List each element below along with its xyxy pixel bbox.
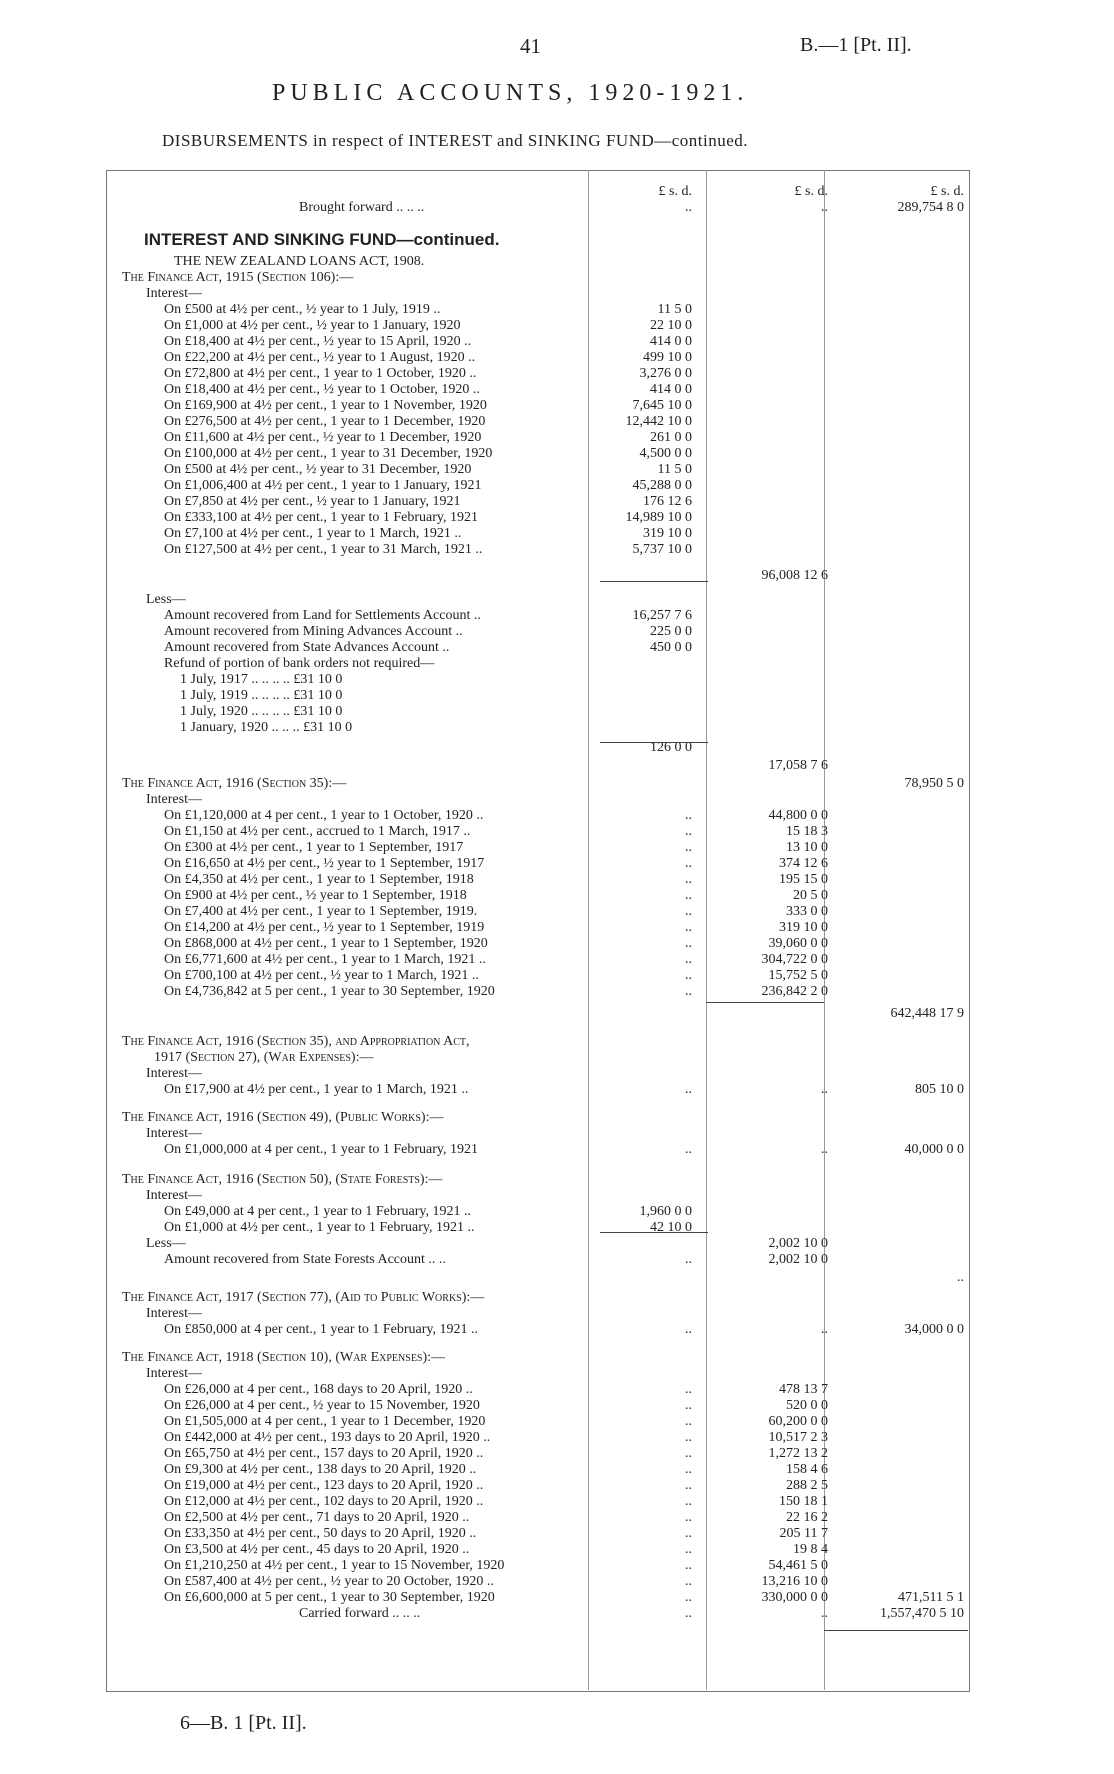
row-description: On £850,000 at 4 per cent., 1 year to 1 February, 1921 .. xyxy=(164,1322,479,1337)
amount-col-a: .. xyxy=(685,1558,692,1573)
ledger-row xyxy=(106,808,968,824)
document-reference: B.—1 [Pt. II]. xyxy=(800,34,912,56)
amount-col-a: .. xyxy=(685,1478,692,1493)
ledger-row xyxy=(106,1172,968,1188)
ledger-row xyxy=(106,414,968,430)
ledger-row xyxy=(106,1270,968,1286)
ledger-row xyxy=(106,872,968,888)
ledger-row xyxy=(106,478,968,494)
amount-col-b: 60,200 0 0 xyxy=(768,1414,828,1429)
amount-col-c: 642,448 17 9 xyxy=(890,1006,964,1021)
row-description: Brought forward .. .. .. xyxy=(299,200,425,215)
ledger-row xyxy=(106,1558,968,1574)
ledger-row xyxy=(106,1446,968,1462)
amount-col-a: .. xyxy=(685,1590,692,1605)
amount-col-a: 11 5 0 xyxy=(657,462,692,477)
row-description: On £1,210,250 at 4½ per cent., 1 year to 15 November, 1920 xyxy=(164,1558,505,1573)
ledger-row xyxy=(106,1462,968,1478)
row-description: On £19,000 at 4½ per cent., 123 days to 20 April, 1920 .. xyxy=(164,1478,484,1493)
amount-col-a: .. xyxy=(685,1082,692,1097)
amount-col-a: 14,989 10 0 xyxy=(625,510,692,525)
row-description: The Finance Act, 1918 (Section 10), (War Expenses):— xyxy=(122,1350,446,1365)
amount-col-a: 176 12 6 xyxy=(643,494,692,509)
amount-col-a: .. xyxy=(685,824,692,839)
ledger-row xyxy=(106,704,968,720)
amount-col-b: 195 15 0 xyxy=(779,872,828,887)
row-description: On £700,100 at 4½ per cent., ½ year to 1 March, 1921 .. xyxy=(164,968,479,983)
row-description: On £127,500 at 4½ per cent., 1 year to 31 March, 1921 .. xyxy=(164,542,483,557)
ledger-row xyxy=(106,1574,968,1590)
row-description: On £33,350 at 4½ per cent., 50 days to 20 April, 1920 .. xyxy=(164,1526,477,1541)
amount-col-b: 44,800 0 0 xyxy=(768,808,828,823)
row-description: Amount recovered from Land for Settlements Account .. xyxy=(164,608,481,623)
amount-col-a: .. xyxy=(685,920,692,935)
amount-col-a: .. xyxy=(685,904,692,919)
row-description: On £6,600,000 at 5 per cent., 1 year to 30 September, 1920 xyxy=(164,1590,495,1605)
ledger-row xyxy=(106,510,968,526)
row-description: Interest— xyxy=(146,1126,202,1141)
ledger-row xyxy=(106,398,968,414)
amount-col-a: 126 0 0 xyxy=(650,740,692,755)
ledger-row xyxy=(106,840,968,856)
ledger-row xyxy=(106,1382,968,1398)
amount-col-a: .. xyxy=(685,1382,692,1397)
row-description: On £1,000 at 4½ per cent., 1 year to 1 February, 1921 .. xyxy=(164,1220,475,1235)
amount-col-b: 17,058 7 6 xyxy=(768,758,828,773)
ledger-row xyxy=(106,920,968,936)
ledger-row xyxy=(106,270,968,286)
row-description: On £9,300 at 4½ per cent., 138 days to 20 April, 1920 .. xyxy=(164,1462,477,1477)
amount-col-b: 288 2 5 xyxy=(786,1478,828,1493)
row-description: Interest— xyxy=(146,1066,202,1081)
ledger-row xyxy=(106,904,968,920)
row-description: On £26,000 at 4 per cent., ½ year to 15 November, 1920 xyxy=(164,1398,480,1413)
row-description: 1 July, 1917 .. .. .. .. £31 10 0 xyxy=(180,672,343,687)
ledger-row xyxy=(106,592,968,608)
ledger-row xyxy=(106,494,968,510)
ledger-row xyxy=(106,382,968,398)
amount-col-a: .. xyxy=(685,1574,692,1589)
ledger-row xyxy=(106,542,968,558)
amount-col-a: 414 0 0 xyxy=(650,382,692,397)
row-description: The Finance Act, 1916 (Section 50), (State Forests):— xyxy=(122,1172,443,1187)
amount-col-a: .. xyxy=(685,968,692,983)
ledger-row xyxy=(106,936,968,952)
page-title: PUBLIC ACCOUNTS, 1920-1921. xyxy=(272,80,749,106)
amount-col-b: .. xyxy=(821,1606,828,1621)
ledger-row xyxy=(106,656,968,672)
amount-col-a: .. xyxy=(685,1446,692,1461)
row-description: On £14,200 at 4½ per cent., ½ year to 1 September, 1919 xyxy=(164,920,485,935)
amount-col-a: 7,645 10 0 xyxy=(632,398,692,413)
ledger-row xyxy=(106,1430,968,1446)
ledger-row xyxy=(106,1366,968,1382)
amount-col-c: .. xyxy=(957,1270,964,1285)
amount-col-a: .. xyxy=(685,1494,692,1509)
ledger-row xyxy=(106,640,968,656)
row-description: On £868,000 at 4½ per cent., 1 year to 1 September, 1920 xyxy=(164,936,488,951)
amount-col-b: 520 0 0 xyxy=(786,1398,828,1413)
amount-col-a: 1,960 0 0 xyxy=(639,1204,692,1219)
amount-col-a: .. xyxy=(685,1526,692,1541)
row-description: On £16,650 at 4½ per cent., ½ year to 1 September, 1917 xyxy=(164,856,485,871)
amount-col-a: 42 10 0 xyxy=(650,1220,692,1235)
ledger-row xyxy=(106,888,968,904)
ledger-row xyxy=(106,1082,968,1098)
amount-col-a: 45,288 0 0 xyxy=(632,478,692,493)
amount-col-c: 289,754 8 0 xyxy=(897,200,964,215)
row-description: On £587,400 at 4½ per cent., ½ year to 20 October, 1920 .. xyxy=(164,1574,494,1589)
amount-col-a: 261 0 0 xyxy=(650,430,692,445)
ledger-row xyxy=(106,984,968,1000)
ledger-row xyxy=(106,568,968,584)
row-description: Carried forward .. .. .. xyxy=(299,1606,421,1621)
ledger-row xyxy=(106,776,968,792)
amount-col-b: .. xyxy=(821,1082,828,1097)
row-description: On £26,000 at 4 per cent., 168 days to 20 April, 1920 .. xyxy=(164,1382,473,1397)
ledger-row xyxy=(106,1350,968,1366)
ledger-row xyxy=(106,1220,968,1236)
amount-col-a: 11 5 0 xyxy=(657,302,692,317)
amount-col-b: 10,517 2 3 xyxy=(768,1430,828,1445)
ledger-row xyxy=(106,1236,968,1252)
amount-col-a: .. xyxy=(685,1252,692,1267)
ledger-row xyxy=(106,1414,968,1430)
amount-col-b: 96,008 12 6 xyxy=(761,568,828,583)
amount-col-b: 54,461 5 0 xyxy=(768,1558,828,1573)
amount-col-b: .. xyxy=(821,1142,828,1157)
ledger-row xyxy=(106,672,968,688)
row-description: On £500 at 4½ per cent., ½ year to 1 July, 1919 .. xyxy=(164,302,441,317)
ledger-row xyxy=(106,1290,968,1306)
row-description: On £300 at 4½ per cent., 1 year to 1 September, 1917 xyxy=(164,840,464,855)
ledger-row xyxy=(106,1322,968,1338)
ledger-row xyxy=(106,318,968,334)
ledger-row xyxy=(106,1398,968,1414)
ledger-row xyxy=(106,1510,968,1526)
ledger-row xyxy=(106,1306,968,1322)
row-description: 1 January, 1920 .. .. .. £31 10 0 xyxy=(180,720,353,735)
row-description: On £1,120,000 at 4 per cent., 1 year to 1 October, 1920 .. xyxy=(164,808,484,823)
row-description: On £72,800 at 4½ per cent., 1 year to 1 October, 1920 .. xyxy=(164,366,477,381)
amount-col-a: .. xyxy=(685,1462,692,1477)
row-description: The Finance Act, 1916 (Section 49), (Public Works):— xyxy=(122,1110,444,1125)
row-description: On £1,505,000 at 4 per cent., 1 year to 1 December, 1920 xyxy=(164,1414,486,1429)
amount-col-b: 236,842 2 0 xyxy=(761,984,828,999)
amount-col-b: 2,002 10 0 xyxy=(768,1252,828,1267)
row-description: Less— xyxy=(146,592,186,607)
row-description: On £276,500 at 4½ per cent., 1 year to 1 December, 1920 xyxy=(164,414,486,429)
sum-rule xyxy=(600,581,708,582)
ledger-row xyxy=(106,366,968,382)
ledger-row xyxy=(106,1606,968,1622)
amount-col-b: .. xyxy=(821,200,828,215)
amount-col-b: 15,752 5 0 xyxy=(768,968,828,983)
row-description: On £65,750 at 4½ per cent., 157 days to 20 April, 1920 .. xyxy=(164,1446,484,1461)
amount-col-a: .. xyxy=(685,1510,692,1525)
ledger-row xyxy=(106,824,968,840)
amount-col-c: 34,000 0 0 xyxy=(904,1322,964,1337)
amount-col-b: 158 4 6 xyxy=(786,1462,828,1477)
ledger-row xyxy=(106,1590,968,1606)
amount-col-b: 374 12 6 xyxy=(779,856,828,871)
row-description: Amount recovered from Mining Advances Account .. xyxy=(164,624,463,639)
sum-rule xyxy=(706,1002,824,1003)
ledger-row xyxy=(106,624,968,640)
amount-col-a: 225 0 0 xyxy=(650,624,692,639)
amount-col-b: 15 18 3 xyxy=(786,824,828,839)
row-description: On £3,500 at 4½ per cent., 45 days to 20 April, 1920 .. xyxy=(164,1542,470,1557)
row-description: 1917 (Section 27), (War Expenses):— xyxy=(154,1050,374,1065)
sum-rule xyxy=(824,1630,968,1631)
ledger-row xyxy=(106,792,968,808)
ledger-row xyxy=(106,350,968,366)
ledger-row xyxy=(106,1110,968,1126)
ledger-row xyxy=(106,254,968,270)
row-description: The Finance Act, 1917 (Section 77), (Aid to Public Works):— xyxy=(122,1290,485,1305)
ledger-row xyxy=(106,1494,968,1510)
sum-rule xyxy=(600,742,708,743)
ledger-row xyxy=(106,446,968,462)
ledger-row xyxy=(106,856,968,872)
amount-col-a: .. xyxy=(685,200,692,215)
ledger-row xyxy=(106,200,968,216)
amount-col-b: 39,060 0 0 xyxy=(768,936,828,951)
ledger-row xyxy=(106,1204,968,1220)
ledger-row xyxy=(106,1050,968,1066)
row-description: On £22,200 at 4½ per cent., ½ year to 1 August, 1920 .. xyxy=(164,350,476,365)
amount-col-b: 478 13 7 xyxy=(779,1382,828,1397)
row-description: 1 July, 1920 .. .. .. .. £31 10 0 xyxy=(180,704,343,719)
amount-col-a: .. xyxy=(685,1430,692,1445)
ledger-row xyxy=(106,720,968,736)
row-description: On £1,150 at 4½ per cent., accrued to 1 March, 1917 .. xyxy=(164,824,471,839)
amount-col-a: .. xyxy=(685,936,692,951)
amount-col-a: 499 10 0 xyxy=(643,350,692,365)
ledger-row xyxy=(106,302,968,318)
row-description: Interest— xyxy=(146,1306,202,1321)
row-description: On £500 at 4½ per cent., ½ year to 31 December, 1920 xyxy=(164,462,472,477)
amount-col-a: 414 0 0 xyxy=(650,334,692,349)
ledger-row xyxy=(106,1542,968,1558)
ledger-row xyxy=(106,1034,968,1050)
amount-col-b: .. xyxy=(821,1322,828,1337)
amount-col-b: 13,216 10 0 xyxy=(761,1574,828,1589)
ledger-row xyxy=(106,334,968,350)
amount-col-b: 319 10 0 xyxy=(779,920,828,935)
row-description: On £11,600 at 4½ per cent., ½ year to 1 December, 1920 xyxy=(164,430,482,445)
currency-header-row xyxy=(106,184,968,200)
amount-col-a: .. xyxy=(685,856,692,871)
row-description: On £900 at 4½ per cent., ½ year to 1 September, 1918 xyxy=(164,888,467,903)
row-description: On £12,000 at 4½ per cent., 102 days to 20 April, 1920 .. xyxy=(164,1494,484,1509)
row-description: On £6,771,600 at 4½ per cent., 1 year to 1 March, 1921 .. xyxy=(164,952,486,967)
ledger-row xyxy=(106,1126,968,1142)
amount-col-a: 22 10 0 xyxy=(650,318,692,333)
amount-col-c: 40,000 0 0 xyxy=(904,1142,964,1157)
currency-header-b: £ s. d. xyxy=(794,184,828,199)
amount-col-a: .. xyxy=(685,1142,692,1157)
amount-col-b: 1,272 13 2 xyxy=(768,1446,828,1461)
amount-col-b: 22 16 2 xyxy=(786,1510,828,1525)
row-description: On £17,900 at 4½ per cent., 1 year to 1 March, 1921 .. xyxy=(164,1082,469,1097)
amount-col-a: 450 0 0 xyxy=(650,640,692,655)
amount-col-b: 13 10 0 xyxy=(786,840,828,855)
amount-col-a: .. xyxy=(685,1606,692,1621)
row-description: Amount recovered from State Forests Account .. .. xyxy=(164,1252,446,1267)
row-description: 1 July, 1919 .. .. .. .. £31 10 0 xyxy=(180,688,343,703)
amount-col-a: .. xyxy=(685,872,692,887)
row-description: Amount recovered from State Advances Account .. xyxy=(164,640,450,655)
amount-col-a: .. xyxy=(685,952,692,967)
amount-col-a: 4,500 0 0 xyxy=(639,446,692,461)
currency-header-c: £ s. d. xyxy=(930,184,964,199)
amount-col-a: 5,737 10 0 xyxy=(632,542,692,557)
section-heading: INTEREST AND SINKING FUND—continued. xyxy=(144,230,500,249)
ledger-row xyxy=(106,952,968,968)
amount-col-b: 304,722 0 0 xyxy=(761,952,828,967)
amount-col-b: 2,002 10 0 xyxy=(768,1236,828,1251)
row-description: On £1,000,000 at 4 per cent., 1 year to 1 February, 1921 xyxy=(164,1142,479,1157)
sum-rule xyxy=(600,1232,708,1233)
amount-col-a: .. xyxy=(685,808,692,823)
row-description: The Finance Act, 1916 (Section 35), and Appropriation Act, xyxy=(122,1034,470,1049)
amount-col-a: .. xyxy=(685,984,692,999)
ledger-row xyxy=(106,1188,968,1204)
row-description: On £7,850 at 4½ per cent., ½ year to 1 January, 1921 xyxy=(164,494,461,509)
row-description: On £18,400 at 4½ per cent., ½ year to 1 October, 1920 .. xyxy=(164,382,480,397)
ledger-row xyxy=(106,232,968,248)
ledger-row xyxy=(106,1526,968,1542)
ledger-row xyxy=(106,608,968,624)
amount-col-a: 319 10 0 xyxy=(643,526,692,541)
amount-col-a: .. xyxy=(685,1414,692,1429)
row-description: On £1,000 at 4½ per cent., ½ year to 1 January, 1920 xyxy=(164,318,461,333)
amount-col-b: 150 18 1 xyxy=(779,1494,828,1509)
amount-col-c: 471,511 5 1 xyxy=(898,1590,964,1605)
amount-col-a: .. xyxy=(685,1398,692,1413)
row-description: Refund of portion of bank orders not required— xyxy=(164,656,435,671)
row-description: Interest— xyxy=(146,1188,202,1203)
amount-col-a: .. xyxy=(685,1322,692,1337)
row-description: On £442,000 at 4½ per cent., 193 days to 20 April, 1920 .. xyxy=(164,1430,491,1445)
row-description: On £7,400 at 4½ per cent., 1 year to 1 September, 1919. xyxy=(164,904,478,919)
ledger-row xyxy=(106,1142,968,1158)
row-description: Less— xyxy=(146,1236,186,1251)
row-description: Interest— xyxy=(146,792,202,807)
amount-col-b: 19 8 4 xyxy=(793,1542,828,1557)
ledger-row xyxy=(106,526,968,542)
amount-col-a: .. xyxy=(685,888,692,903)
amount-col-a: 16,257 7 6 xyxy=(632,608,692,623)
page-subtitle: DISBURSEMENTS in respect of INTEREST and SINKING FUND—continued. xyxy=(162,131,749,150)
page-number: 41 xyxy=(520,34,541,58)
row-description: On £49,000 at 4 per cent., 1 year to 1 February, 1921 .. xyxy=(164,1204,472,1219)
amount-col-a: .. xyxy=(685,840,692,855)
row-description: On £169,900 at 4½ per cent., 1 year to 1 November, 1920 xyxy=(164,398,487,413)
ledger-row xyxy=(106,462,968,478)
row-description: Interest— xyxy=(146,1366,202,1381)
amount-col-b: 330,000 0 0 xyxy=(761,1590,828,1605)
row-description: On £4,736,842 at 5 per cent., 1 year to 30 September, 1920 xyxy=(164,984,495,999)
ledger-row xyxy=(106,286,968,302)
row-description: The Finance Act, 1916 (Section 35):— xyxy=(122,776,347,791)
ledger-row xyxy=(106,968,968,984)
row-description: On £2,500 at 4½ per cent., 71 days to 20 April, 1920 .. xyxy=(164,1510,470,1525)
amount-col-c: 805 10 0 xyxy=(915,1082,964,1097)
ledger-row xyxy=(106,758,968,774)
ledger-row xyxy=(106,1066,968,1082)
amount-col-c: 1,557,470 5 10 xyxy=(880,1606,964,1621)
ledger-row xyxy=(106,688,968,704)
amount-col-b: 205 11 7 xyxy=(779,1526,828,1541)
amount-col-b: 20 5 0 xyxy=(793,888,828,903)
row-description: On £18,400 at 4½ per cent., ½ year to 15 April, 1920 .. xyxy=(164,334,472,349)
amount-col-a: 3,276 0 0 xyxy=(639,366,692,381)
ledger-row xyxy=(106,1006,968,1022)
amount-col-c: 78,950 5 0 xyxy=(904,776,964,791)
row-description: On £100,000 at 4½ per cent., 1 year to 31 December, 1920 xyxy=(164,446,493,461)
ledger-row xyxy=(106,1252,968,1268)
row-description: The Finance Act, 1915 (Section 106):— xyxy=(122,270,354,285)
amount-col-b: 333 0 0 xyxy=(786,904,828,919)
page-footer: 6—B. 1 [Pt. II]. xyxy=(180,1712,307,1734)
row-description: On £1,006,400 at 4½ per cent., 1 year to 1 January, 1921 xyxy=(164,478,482,493)
ledger-row xyxy=(106,740,968,756)
row-description: Interest— xyxy=(146,286,202,301)
amount-col-a: 12,442 10 0 xyxy=(625,414,692,429)
ledger-row xyxy=(106,430,968,446)
row-description: On £333,100 at 4½ per cent., 1 year to 1 February, 1921 xyxy=(164,510,479,525)
row-description: On £7,100 at 4½ per cent., 1 year to 1 March, 1921 .. xyxy=(164,526,462,541)
row-description: THE NEW ZEALAND LOANS ACT, 1908. xyxy=(174,254,425,269)
amount-col-a: .. xyxy=(685,1542,692,1557)
row-description: On £4,350 at 4½ per cent., 1 year to 1 September, 1918 xyxy=(164,872,474,887)
currency-header-a: £ s. d. xyxy=(658,184,692,199)
ledger-row xyxy=(106,1478,968,1494)
